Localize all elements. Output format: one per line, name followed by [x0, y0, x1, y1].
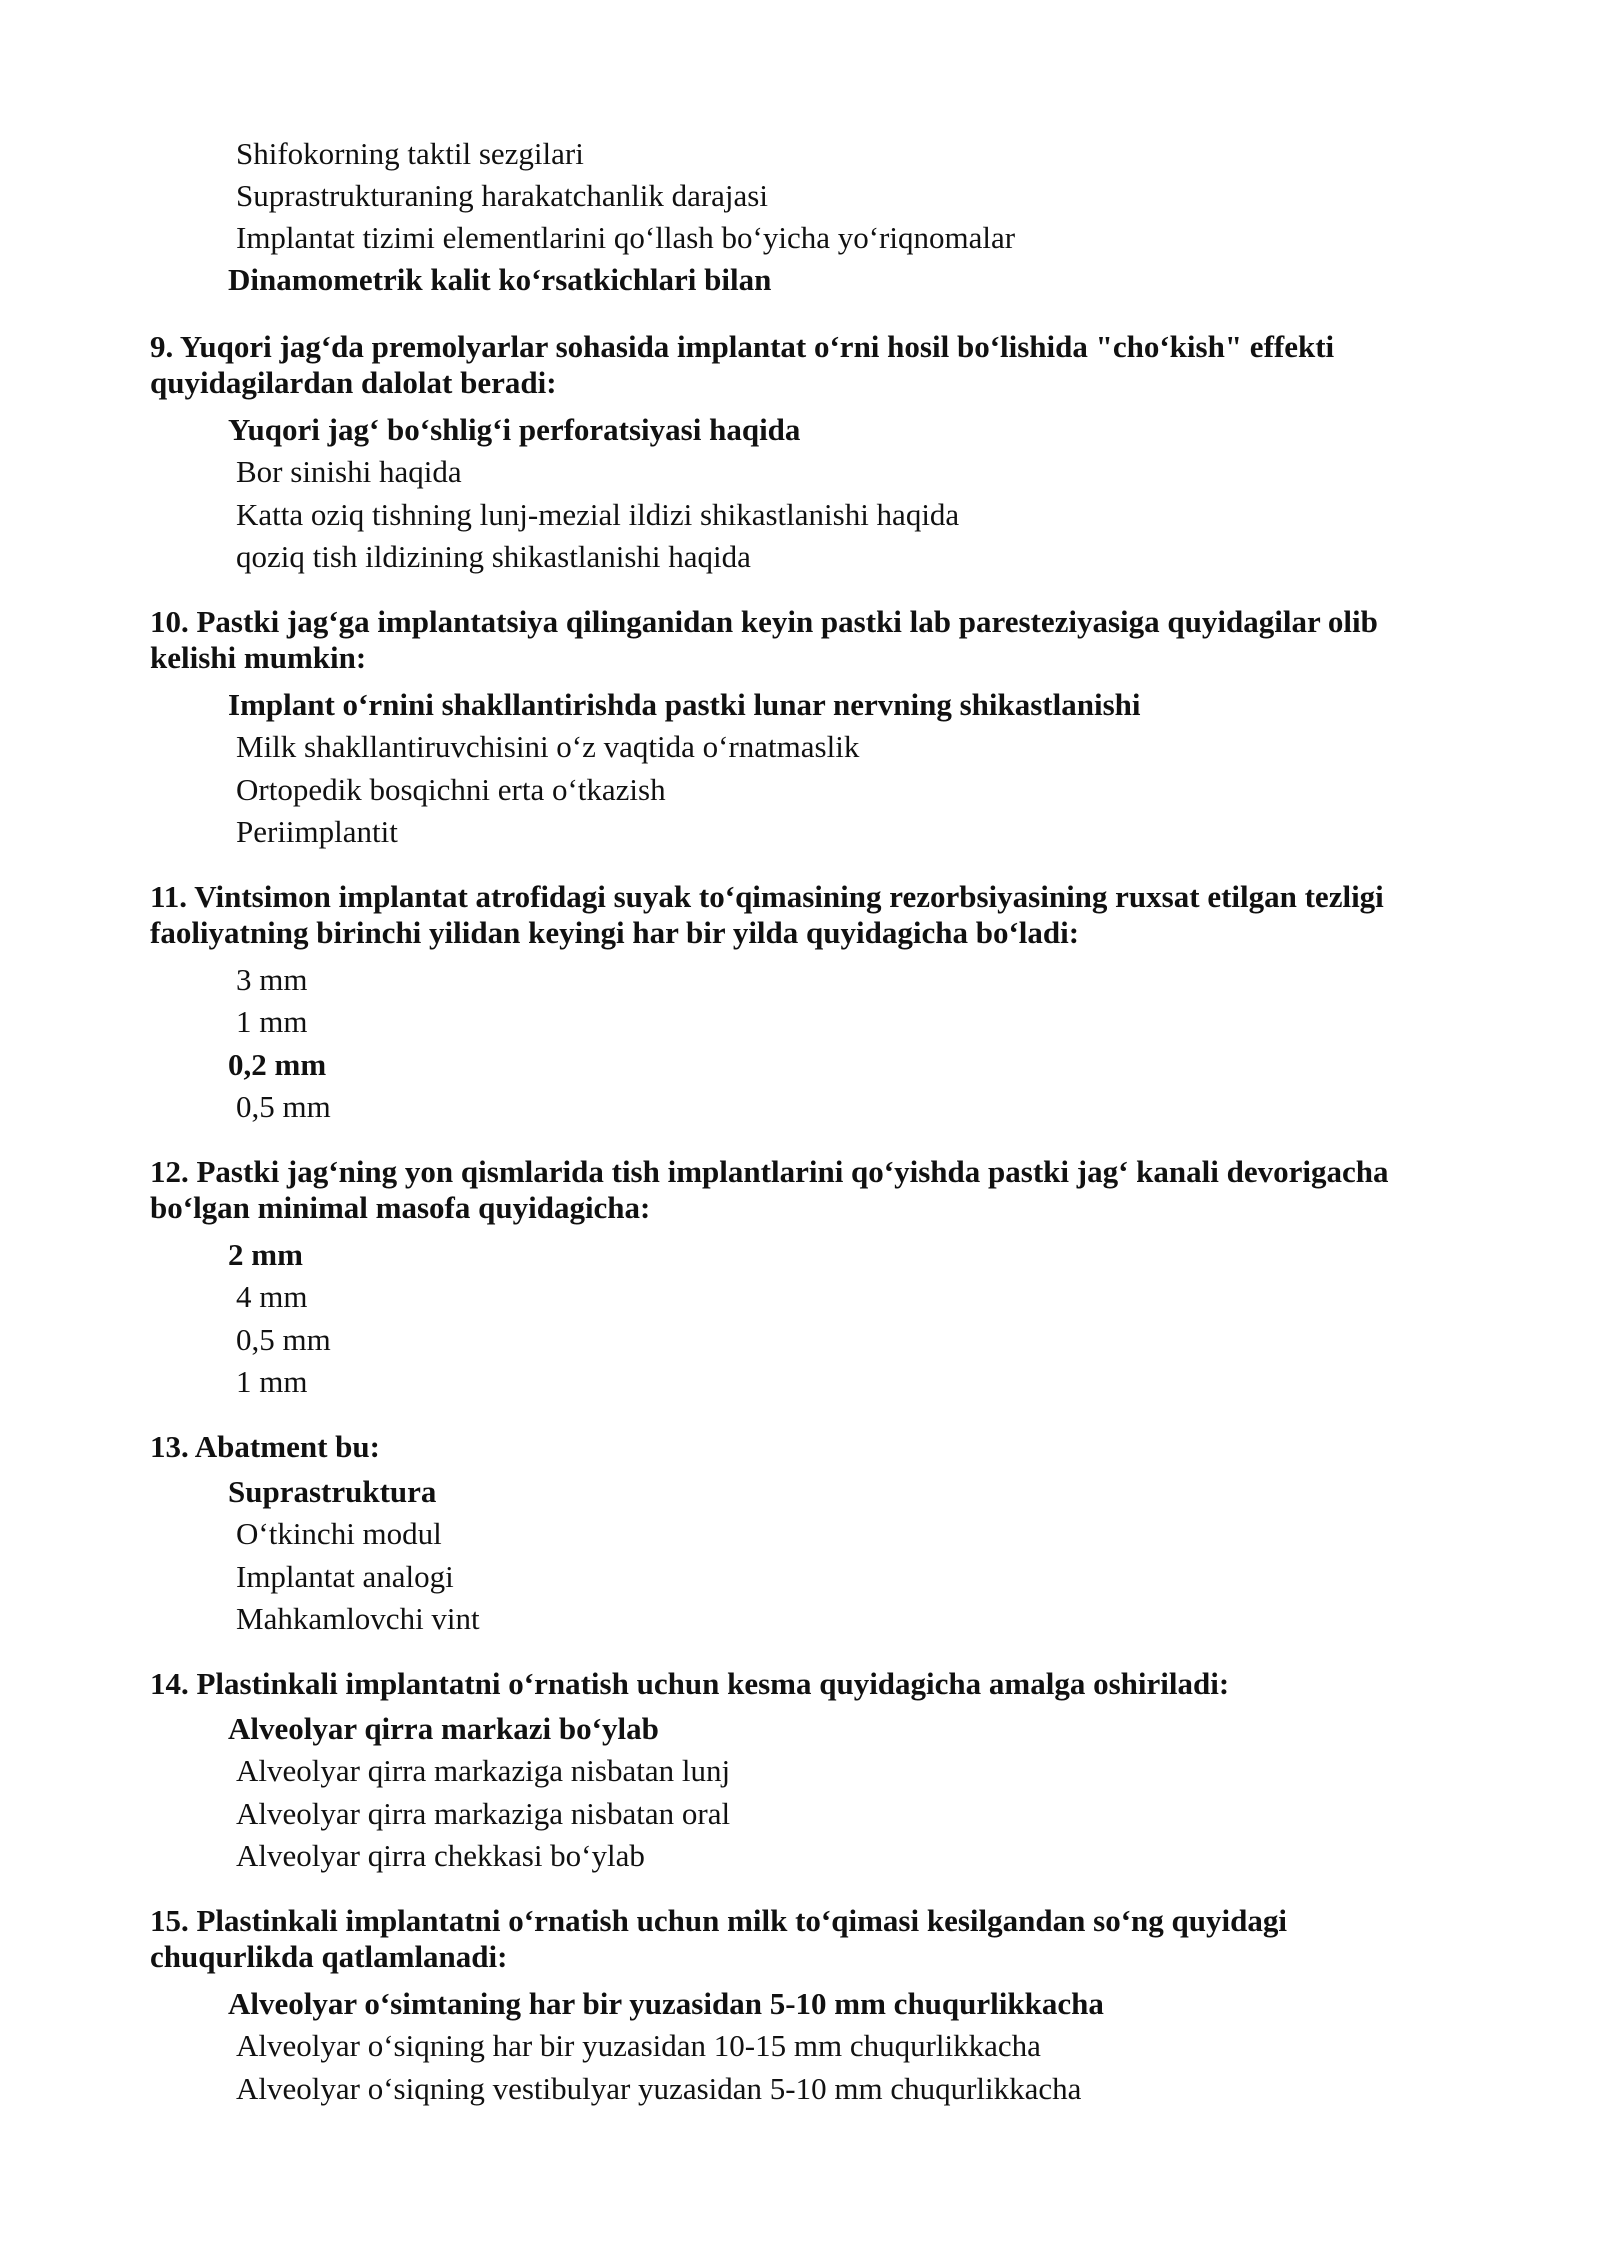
correct-option: Implant o‘rnini shakllantirishda pastki lunar nervning shikastlanishi — [228, 687, 1141, 722]
option: Mahkamlovchi vint — [236, 1601, 480, 1636]
option: Alveolyar o‘siqning har bir yuzasidan 10-15 mm chuqurlikkacha — [236, 2028, 1041, 2063]
option: Milk shakllantiruvchisini o‘z vaqtida o‘rnatmaslik — [236, 729, 860, 764]
question-line: chuqurlikda qatlamlanadi: — [150, 1939, 508, 1974]
option: 3 mm — [236, 962, 308, 997]
correct-option: 2 mm — [228, 1237, 303, 1272]
question-line: 9. Yuqori jag‘da premolyarlar sohasida implantat o‘rni hosil bo‘lishida "cho‘kish" effekti — [150, 329, 1335, 364]
correct-option: Alveolyar qirra markazi bo‘ylab — [228, 1711, 659, 1746]
question-14-text — [150, 1666, 1470, 1702]
question-9-text — [150, 329, 1470, 401]
question-line: bo‘lgan minimal masofa quyidagicha: — [150, 1190, 651, 1225]
question-line: quyidagilardan dalolat beradi: — [150, 365, 557, 400]
correct-option: Dinamometrik kalit ko‘rsatkichlari bilan — [228, 262, 772, 297]
option: Ortopedik bosqichni erta o‘tkazish — [236, 772, 666, 807]
option: qoziq tish ildizining shikastlanishi haqida — [236, 539, 751, 574]
question-11-text — [150, 879, 1470, 951]
correct-option: Alveolyar o‘simtaning har bir yuzasidan 5-10 mm chuqurlikkacha — [228, 1986, 1104, 2021]
correct-option: Yuqori jag‘ bo‘shlig‘i perforatsiyasi haqida — [228, 412, 801, 447]
option: 1 mm — [236, 1364, 308, 1399]
option: 1 mm — [236, 1004, 308, 1039]
option: Implantat analogi — [236, 1559, 454, 1594]
question-line: 14. Plastinkali implantatni o‘rnatish uchun kesma quyidagicha amalga oshiriladi: — [150, 1666, 1230, 1701]
question-line: 13. Abatment bu: — [150, 1429, 380, 1464]
question-line: 12. Pastki jag‘ning yon qismlarida tish implantlarini qo‘yishda pastki jag‘ kanali devorigacha — [150, 1154, 1389, 1189]
question-line: faoliyatning birinchi yilidan keyingi har bir yilda quyidagicha bo‘ladi: — [150, 915, 1080, 950]
question-15-text — [150, 1903, 1470, 1975]
option: Periimplantit — [236, 814, 398, 849]
option: Suprastrukturaning harakatchanlik darajasi — [236, 178, 768, 213]
question-10-text — [150, 604, 1470, 676]
option: 0,5 mm — [236, 1089, 331, 1124]
correct-option: 0,2 mm — [228, 1047, 327, 1082]
option: Alveolyar o‘siqning vestibulyar yuzasidan 5-10 mm chuqurlikkacha — [236, 2071, 1082, 2106]
question-line: 11. Vintsimon implantat atrofidagi suyak to‘qimasining rezorbsiyasining ruxsat etilgan tezligi — [150, 879, 1384, 914]
question-line: 10. Pastki jag‘ga implantatsiya qilinganidan keyin pastki lab paresteziyasiga quyidagilar olib — [150, 604, 1378, 639]
option: Alveolyar qirra markaziga nisbatan oral — [236, 1796, 731, 1831]
option: Alveolyar qirra markaziga nisbatan lunj — [236, 1753, 731, 1788]
question-line: 15. Plastinkali implantatni o‘rnatish uchun milk to‘qimasi kesilgandan so‘ng quyidagi — [150, 1903, 1287, 1938]
question-13-text — [150, 1429, 1470, 1465]
correct-option: Suprastruktura — [228, 1474, 437, 1509]
question-line: kelishi mumkin: — [150, 640, 367, 675]
option: Shifokorning taktil sezgilari — [236, 136, 584, 171]
option: Implantat tizimi elementlarini qo‘llash bo‘yicha yo‘riqnomalar — [236, 220, 1016, 255]
option: Katta oziq tishning lunj-mezial ildizi shikastlanishi haqida — [236, 497, 960, 532]
option: Alveolyar qirra chekkasi bo‘ylab — [236, 1838, 645, 1873]
question-12-text — [150, 1154, 1470, 1226]
option: 0,5 mm — [236, 1322, 331, 1357]
option: Bor sinishi haqida — [236, 454, 462, 489]
option: O‘tkinchi modul — [236, 1516, 442, 1551]
option: 4 mm — [236, 1279, 308, 1314]
